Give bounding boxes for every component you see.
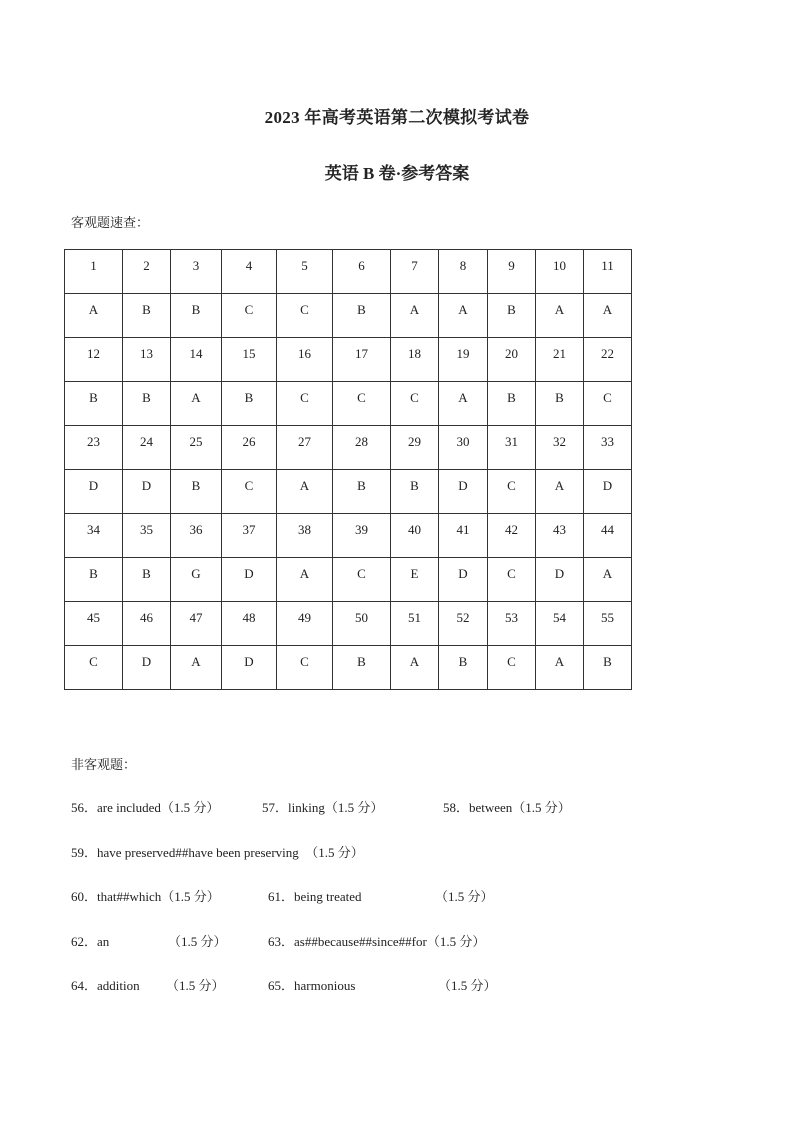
answer-letter-cell: C [65,646,123,690]
question-number-row [65,514,632,558]
question-number-cell: 40 [391,514,439,558]
question-number-row [65,250,632,294]
question-number-cell: 20 [488,338,536,382]
question-number-cell: 42 [488,514,536,558]
question-number-cell: 38 [277,514,333,558]
answer-letter-cell: A [171,646,222,690]
answer-letter-cell: C [488,558,536,602]
answer-letter-cell: D [222,558,277,602]
question-number-cell: 23 [65,426,123,470]
question-number-cell: 37 [222,514,277,558]
answer-letter-cell: B [333,646,391,690]
question-number-cell: 39 [333,514,391,558]
question-number-cell: 28 [333,426,391,470]
answer-letter-cell: A [536,646,584,690]
answer-letter-cell: D [123,470,171,514]
answer-letter-cell: B [123,294,171,338]
answer-letter-row [65,558,632,602]
question-number-cell: 24 [123,426,171,470]
question-number-cell: 18 [391,338,439,382]
answer-table [64,249,632,690]
question-number-cell: 12 [65,338,123,382]
answer-64-score: （1.5 分） [166,978,225,993]
question-number-cell: 22 [584,338,632,382]
answer-letter-cell: C [277,382,333,426]
question-number-cell: 1 [65,250,123,294]
question-number-cell: 3 [171,250,222,294]
subjective-heading: 非客观题： [71,758,137,773]
answer-letter-cell: D [222,646,277,690]
answer-letter-cell: C [222,294,277,338]
question-number-cell: 41 [439,514,488,558]
question-number-cell: 51 [391,602,439,646]
answer-letter-cell: C [391,382,439,426]
answer-letter-cell: A [584,294,632,338]
question-number-cell: 54 [536,602,584,646]
question-number-cell: 26 [222,426,277,470]
answer-62: 62．an [71,934,110,949]
answer-letter-cell: B [123,558,171,602]
question-number-cell: 29 [391,426,439,470]
answer-letter-cell: D [439,558,488,602]
question-number-cell: 50 [333,602,391,646]
question-number-cell: 36 [171,514,222,558]
answer-letter-cell: C [277,294,333,338]
question-number-cell: 34 [65,514,123,558]
answer-letter-cell: A [171,382,222,426]
page-subtitle: 英语 B 卷·参考答案 [324,164,470,183]
answer-letter-cell: A [391,646,439,690]
answer-letter-cell: A [536,294,584,338]
answer-letter-cell: A [439,382,488,426]
answer-letter-cell: C [333,558,391,602]
answer-letter-cell: C [333,382,391,426]
answer-letter-cell: B [123,382,171,426]
question-number-cell: 6 [333,250,391,294]
answer-letter-cell: D [65,470,123,514]
question-number-cell: 31 [488,426,536,470]
question-number-cell: 49 [277,602,333,646]
answer-letter-cell: C [488,470,536,514]
question-number-cell: 30 [439,426,488,470]
answer-letter-cell: D [439,470,488,514]
question-number-cell: 33 [584,426,632,470]
answer-letter-cell: A [439,294,488,338]
question-number-cell: 35 [123,514,171,558]
question-number-cell: 2 [123,250,171,294]
answer-62-score: （1.5 分） [168,934,227,949]
answer-letter-cell: A [536,470,584,514]
answer-letter-cell: C [222,470,277,514]
question-number-row [65,338,632,382]
answer-letter-cell: A [277,470,333,514]
objective-heading: 客观题速查： [71,216,150,231]
answer-letter-row [65,382,632,426]
answer-letter-row [65,470,632,514]
answer-letter-cell: B [333,470,391,514]
answer-letter-cell: B [536,382,584,426]
question-number-cell: 32 [536,426,584,470]
question-number-cell: 7 [391,250,439,294]
answer-letter-cell: B [439,646,488,690]
answer-59: 59．have preserved##have been preserving （1.5 分） [71,845,364,860]
answer-letter-cell: B [488,294,536,338]
answer-letter-cell: C [277,646,333,690]
answer-58: 58．between（1.5 分） [443,800,571,815]
question-number-cell: 25 [171,426,222,470]
answer-63: 63．as##because##since##for（1.5 分） [268,934,486,949]
question-number-cell: 5 [277,250,333,294]
answer-letter-cell: B [171,294,222,338]
question-number-row [65,426,632,470]
question-number-cell: 44 [584,514,632,558]
question-number-cell: 19 [439,338,488,382]
answer-letter-cell: B [222,382,277,426]
answer-61: 61．being treated [268,889,362,904]
question-number-cell: 16 [277,338,333,382]
answer-letter-cell: B [171,470,222,514]
answer-letter-cell: D [536,558,584,602]
answer-letter-cell: A [391,294,439,338]
question-number-cell: 53 [488,602,536,646]
question-number-cell: 47 [171,602,222,646]
answer-letter-cell: B [391,470,439,514]
question-number-cell: 27 [277,426,333,470]
answer-letter-cell: C [584,382,632,426]
answer-letter-cell: B [65,382,123,426]
answer-57: 57．linking（1.5 分） [262,800,384,815]
question-number-cell: 55 [584,602,632,646]
question-number-row [65,602,632,646]
question-number-cell: 14 [171,338,222,382]
question-number-cell: 45 [65,602,123,646]
question-number-cell: 15 [222,338,277,382]
question-number-cell: 10 [536,250,584,294]
answer-letter-cell: B [488,382,536,426]
answer-56: 56．are included（1.5 分） [71,800,220,815]
question-number-cell: 52 [439,602,488,646]
answer-letter-cell: C [488,646,536,690]
answer-letter-cell: E [391,558,439,602]
answer-64: 64．addition [71,978,140,993]
answer-letter-cell: A [277,558,333,602]
question-number-cell: 9 [488,250,536,294]
answer-letter-cell: A [65,294,123,338]
question-number-cell: 11 [584,250,632,294]
answer-65-score: （1.5 分） [438,978,497,993]
question-number-cell: 13 [123,338,171,382]
answer-65: 65．harmonious [268,978,356,993]
page-title: 2023 年高考英语第二次模拟考试卷 [264,108,530,127]
answer-60: 60．that##which（1.5 分） [71,889,220,904]
answer-letter-row [65,646,632,690]
question-number-cell: 21 [536,338,584,382]
question-number-cell: 46 [123,602,171,646]
answer-letter-cell: D [584,470,632,514]
answer-letter-cell: D [123,646,171,690]
answer-letter-row [65,294,632,338]
answer-letter-cell: B [65,558,123,602]
answer-61-score: （1.5 分） [435,889,494,904]
question-number-cell: 8 [439,250,488,294]
question-number-cell: 17 [333,338,391,382]
answer-letter-cell: B [584,646,632,690]
question-number-cell: 48 [222,602,277,646]
question-number-cell: 4 [222,250,277,294]
answer-letter-cell: G [171,558,222,602]
answer-letter-cell: A [584,558,632,602]
answer-letter-cell: B [333,294,391,338]
question-number-cell: 43 [536,514,584,558]
